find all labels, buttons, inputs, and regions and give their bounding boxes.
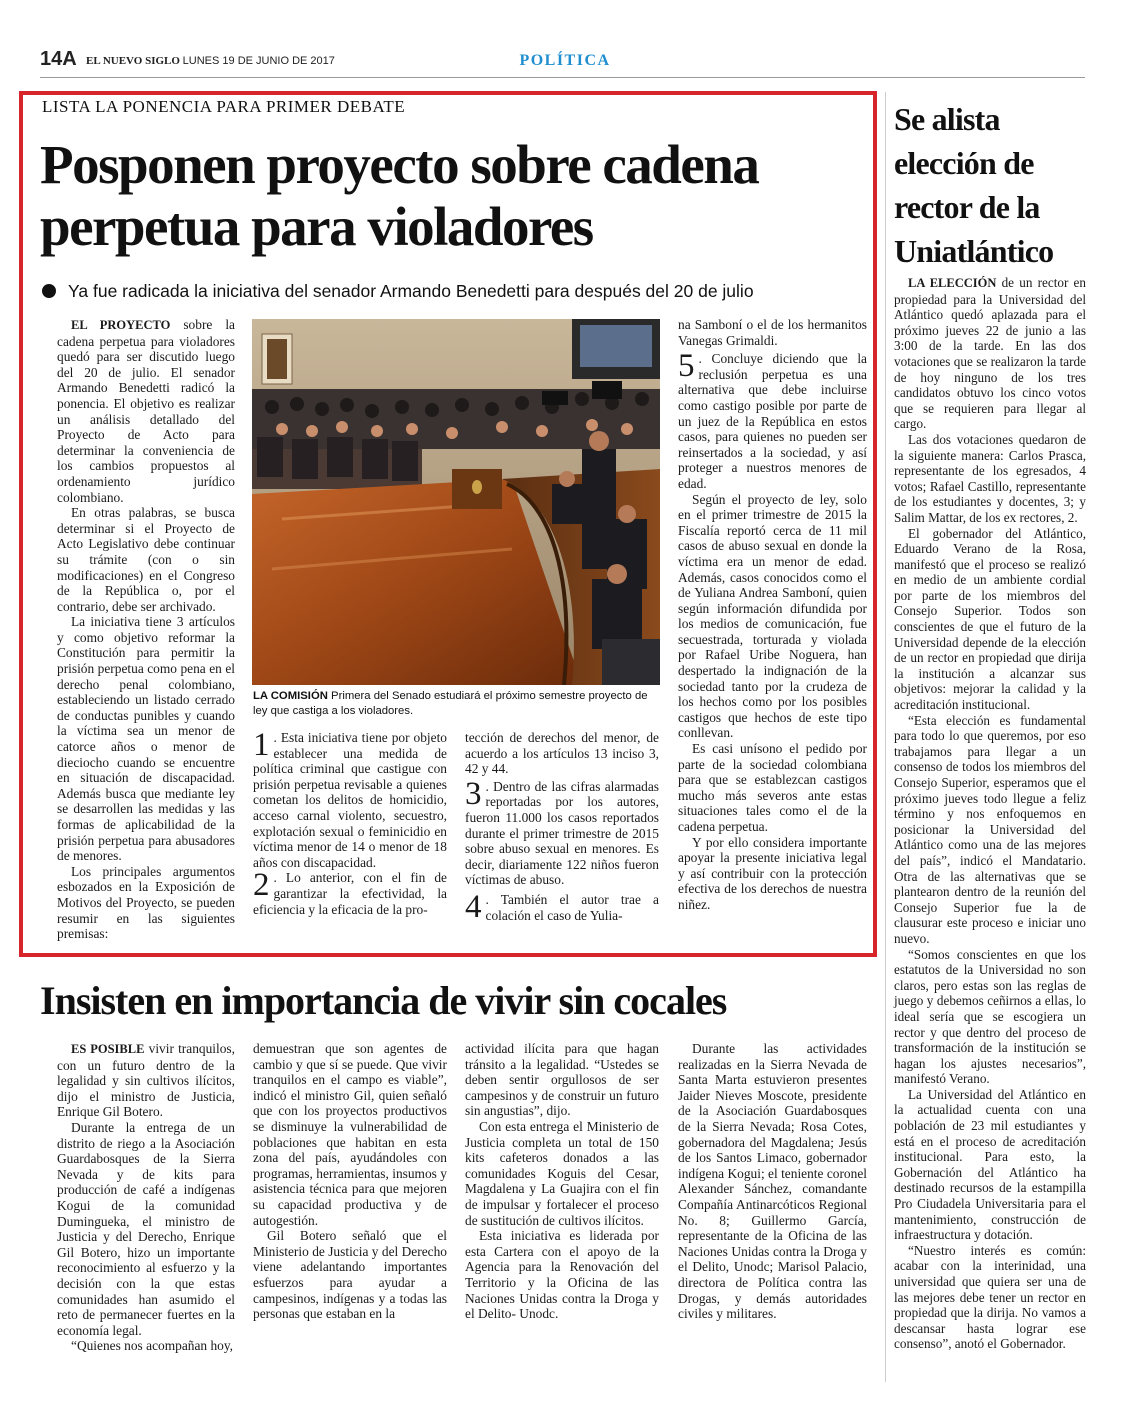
paragraph: “Somos conscientes en que los estatutos de la Universidad no son claros, pero estas son las reglas de juego y debemos ceñirnos a ellas, lo ideal sería que se escogiera un rector y que dentro del proceso de transformación de la institución se hagan los ajustes necesarios”, manifestó Verano.	[894, 946, 1086, 1087]
paragraph: Y por ello considera importante apoyar la presente iniciativa legal y así contribuir con la protección efectiva de los derechos de nuestra niñez.	[678, 834, 867, 912]
bottom-column-2	[253, 1041, 447, 1322]
paragraph: Los principales argumentos esbozados en la Exposición de Motivos del Proyecto, se pueden resumir en las siguientes premisas:	[57, 863, 235, 942]
paragraph: La iniciativa tiene 3 artículos y como objetivo reformar la Constitución para permitir la prisión perpetua como pena en el derecho penal colombiano, estableciendo un listado cerrado de conductas punibles y cuando la víctima sea un menor de catorce años o menor de dieciocho cuando se encuentre en situación de discapacidad. Además busca que mediante ley se desarrollen las medidas y las formas de aplicabilidad de la prisión perpetua para abusadores de menores.	[57, 614, 235, 864]
column-divider	[885, 92, 886, 1382]
paragraph: vivir tranquilos, con un futuro dentro de la legalidad y sin cultivos ilícitos, dijo el ministro de Justicia, Enrique Gil Botero.	[57, 1041, 235, 1120]
bottom-column-4	[678, 1041, 867, 1322]
paragraph: Gil Botero señaló que el Ministerio de Justicia y del Derecho viene adelantando importantes esfuerzos para ayudar a campesinos, indígenas y a todas las personas que estaban en la	[253, 1228, 447, 1322]
lead-caps: ES POSIBLE	[71, 1042, 145, 1056]
paragraph: Según el proyecto de ley, solo en el primer trimestre de 2015 la Fiscalía reportó cerca de 11 mil casos de abuso sexual en donde la víctima era un menor de edad. Además, casos conocidos como el de Yuliana Andrea Samboní, quien según información difundida por los medios de comunicación, fue secuestrada, torturada y violada por Rafael Uribe Noguera, han despertado la indignación de la sociedad tanto por la crudeza de los hechos como por los posibles castigos que hechos de este tipo conllevan.	[678, 491, 867, 741]
paragraph: Durante las actividades realizadas en la Sierra Nevada de Santa Marta estuvieron presentes Jaider Nieves Moscote, presidente de la Asociación Guardabosques de la Sierra Nevada; Rosa Cotes, gobernadora del Magdalena; Jesús de los Santos Limaco, gobernador indígena Kogui; el teniente coronel Alexander Sánchez, comandante Compañía Antinarcóticos Regional No. 8; Guillermo García, representante de la Oficina de las Naciones Unidas contra la Droga y el Delito, Unodc; Marisol Palacio, directora de Política contra las Drogas, y demás autoridades civiles y militares.	[678, 1041, 867, 1322]
caption-text: Primera del Senado estudiará el próximo semestre proyecto de ley que castiga a los violadores.	[253, 690, 648, 717]
main-headline-line-1: Posponen proyecto sobre cadena	[40, 134, 759, 195]
paragraph: . Esta iniciativa tiene por objeto establecer una medida de política criminal que castigue con prisión perpetua revisable a quienes cometan los delitos de homicidio, acceso carnal violento, secuestro, explotación sexual o feminicidio en víctima menor de 14 o menor de 18 años con discapacidad.	[253, 730, 447, 870]
list-number: 3	[465, 775, 482, 812]
paragraph: . Lo anterior, con el fin de garantizar la efectividad, la eficiencia y la eficacia de la pro-	[253, 870, 447, 917]
section-title: POLÍTICA	[519, 52, 611, 69]
paragraph: “Nuestro interés es común: acabar con la interinidad, una universidad que quiera ser una de las mejores debe tener un rector en propiedad que la dirija. No vamos a descansar hasta lograr ese consenso”, anotó el Gobernador.	[894, 1242, 1086, 1352]
side-headline-line-3: rector de la	[894, 189, 1040, 225]
side-headline-line-1: Se alista	[894, 101, 1000, 137]
paragraph: . Concluye diciendo que la reclusión perpetua es una alternativa que debe incluirse como castigo posible por parte de un juez de la República en estos casos, para quienes no pueden ser reinsertados a la sociedad, y así proteger a nuestros menores de edad.	[678, 351, 867, 491]
paragraph: . También el autor trae a colación el caso de Yulia-	[485, 891, 659, 923]
list-number: 2	[253, 867, 270, 904]
paragraph: sobre la cadena perpetua para violadores quedó para ser discutido luego del 20 de julio. El senador Armando Benedetti radicó la ponencia. El objetivo es realizar un análisis detallado del Proyecto de Acto para determinar la conveniencia de los cambios propuestos al ordenamiento jurídico colombiano.	[57, 317, 235, 505]
paragraph: En otras palabras, se busca determinar si el Proyecto de Acto Legislativo debe continuar su trámite (con o sin modificaciones) en el Congreso de la República o, por el contrario, debe ser archivado.	[57, 505, 235, 614]
bottom-column-3	[465, 1041, 659, 1322]
photo-caption	[253, 689, 660, 718]
bullet-icon	[42, 284, 56, 298]
main-column-4	[678, 317, 867, 913]
lead-caps: LA ELECCIÓN	[908, 276, 997, 290]
side-headline	[894, 97, 1094, 273]
side-headline-line-4: Uniatlántico	[894, 233, 1054, 269]
paragraph: . Dentro de las cifras alarmadas reportadas por los autores, fueron 11.000 los casos reportados durante el primer trimestre de 2015 sobre abuso sexual en menores. Es decir, diariamente 122 niños fueron víctimas de abuso.	[465, 778, 659, 888]
paragraph: na Samboní o el de los hermanitos Vanegas Grimaldi.	[678, 317, 867, 348]
paragraph: Es casi unísono el pedido por parte de la sociedad colombiana para que se establezcan castigos mucho más severos ante estas situaciones tales como el de la cadena perpetua.	[678, 741, 867, 834]
main-column-2	[253, 727, 447, 917]
paragraph: tección de derechos del menor, de acuerdo a los artículos 13 inciso 3, 42 y 44.	[465, 730, 659, 777]
bottom-headline: Insisten en importancia de vivir sin cocales	[40, 978, 727, 1023]
bottom-column-1	[57, 1041, 235, 1354]
paragraph: Durante la entrega de un distrito de riego a la Asociación Guardabosques de la Sierra Nevada y de kits para producción de café a indígenas Kogui de la comunidad Dumingueka, el ministro de Justicia y del Derecho, Enrique Gil Botero, hizo un importante reconocimiento al esfuerzo y la decisión con la que estas comunidades han asumido el reto de permanecer fuertes en la economía legal.	[57, 1119, 235, 1338]
senate-commission-photo	[252, 319, 660, 685]
paragraph: demuestran que son agentes de cambio y que sí se puede. Que vivir tranquilos en el campo es viable”, indicó el ministro Gil, quien señaló que con los proyectos productivos se disminuye la vulnerabilidad de poblaciones que habitan en esta zona del país, ayudándoles con programas, herramientas, insumos y asistencia técnica para que mejoren su capacidad productiva y de autogestión.	[253, 1041, 447, 1228]
main-headline-line-2: perpetua para violadores	[40, 195, 593, 257]
main-column-1	[57, 317, 235, 942]
newspaper-name: EL NUEVO SIGLO	[86, 55, 180, 67]
paragraph: Esta iniciativa es liderada por esta Cartera con el apoyo de la Agencia para la Renovación del Territorio y la Oficina de las Naciones Unidas contra la Droga y el Delito- Unodc.	[465, 1228, 659, 1322]
main-subhead	[42, 281, 862, 302]
paragraph: La Universidad del Atlántico en la actualidad cuenta con una población de 23 mil estudiantes y está en el proceso de acreditación institucional. Para esto, la Gobernación del Atlántico ha destinado recursos de la estampilla Pro Ciudadela Universitaria para el mantenimiento, construcción de infraestructura y dotación.	[894, 1086, 1086, 1243]
main-kicker: LISTA LA PONENCIA PARA PRIMER DEBATE	[42, 97, 406, 116]
main-subhead-text: Ya fue radicada la iniciativa del senador Armando Benedetti para después del 20 de julio	[68, 281, 754, 301]
paragraph: “Quienes nos acompañan hoy,	[71, 1338, 234, 1354]
page-number: 14A	[40, 48, 77, 70]
paragraph: “Esta elección es fundamental para todo lo que queremos, por eso trabajamos para llegar a un consenso de todos los miembros del Consejo Superior, esperamos que el próximo jueves todo llegue a feliz término y nos enfoquemos en posicionar la Universidad del Atlántico como una de las mejores del país”, indicó el Mandatario. Otra de las alternativas que se plantearon dentro de la reunión del Consejo Superior fue la de clausurar este proceso e iniciar uno nuevo.	[894, 712, 1086, 946]
side-headline-line-2: elección de	[894, 145, 1034, 181]
paragraph: Con esta entrega el Ministerio de Justicia completa un total de 150 kits cafeteros donados a las comunidades Koguis del Cesar, Magdalena y La Guajira con el fin de impulsar y fortalecer el proceso de sustitución de cultivos ilícitos.	[465, 1118, 659, 1228]
lead-caps: EL PROYECTO	[71, 318, 171, 332]
paragraph: El gobernador del Atlántico, Eduardo Verano de la Rosa, manifestó que el proceso se realizó en medio de un ambiente cordial por parte de los miembros del Consejo Superior. Todos son conscientes de que el futuro de la Universidad depende de la elección de un rector en propiedad que dirija la institución a alcanzar sus objetivos: mejorar la calidad y la acreditación institucional.	[894, 525, 1086, 713]
issue-date: LUNES 19 DE JUNIO DE 2017	[182, 55, 335, 67]
masthead	[86, 55, 335, 67]
paragraph: de un rector en propiedad para la Universidad del Atlántico quedó aplazada para el próximo jueves 22 de junio a las 3:00 de la tarde. En las dos votaciones que se realizaron la tarde de hoy ninguno de los tres candidatos obtuvo los cinco votos que se requieren para llegar al cargo.	[894, 275, 1086, 432]
main-column-3	[465, 730, 659, 923]
side-article-body	[894, 275, 1086, 1352]
list-number: 5	[678, 348, 695, 385]
list-number: 4	[465, 888, 482, 925]
caption-lead: LA COMISIÓN	[253, 690, 328, 702]
paragraph: actividad ilícita para que hagan tránsito a la legalidad. “Ustedes se deben sentir orgullosos de ser campesinos y de construir un futuro sin angustias”, dijo.	[465, 1041, 659, 1119]
header-divider	[40, 77, 1085, 78]
list-number: 1	[253, 727, 270, 763]
paragraph: Las dos votaciones quedaron de la siguiente manera: Carlos Prasca, representante de los egresados, 4 votos; Rafael Castillo, representante de los estudiantes y docentes, 3; y Salim Mattar, de los ex rectores, 2.	[894, 431, 1086, 525]
main-headline	[40, 134, 758, 257]
